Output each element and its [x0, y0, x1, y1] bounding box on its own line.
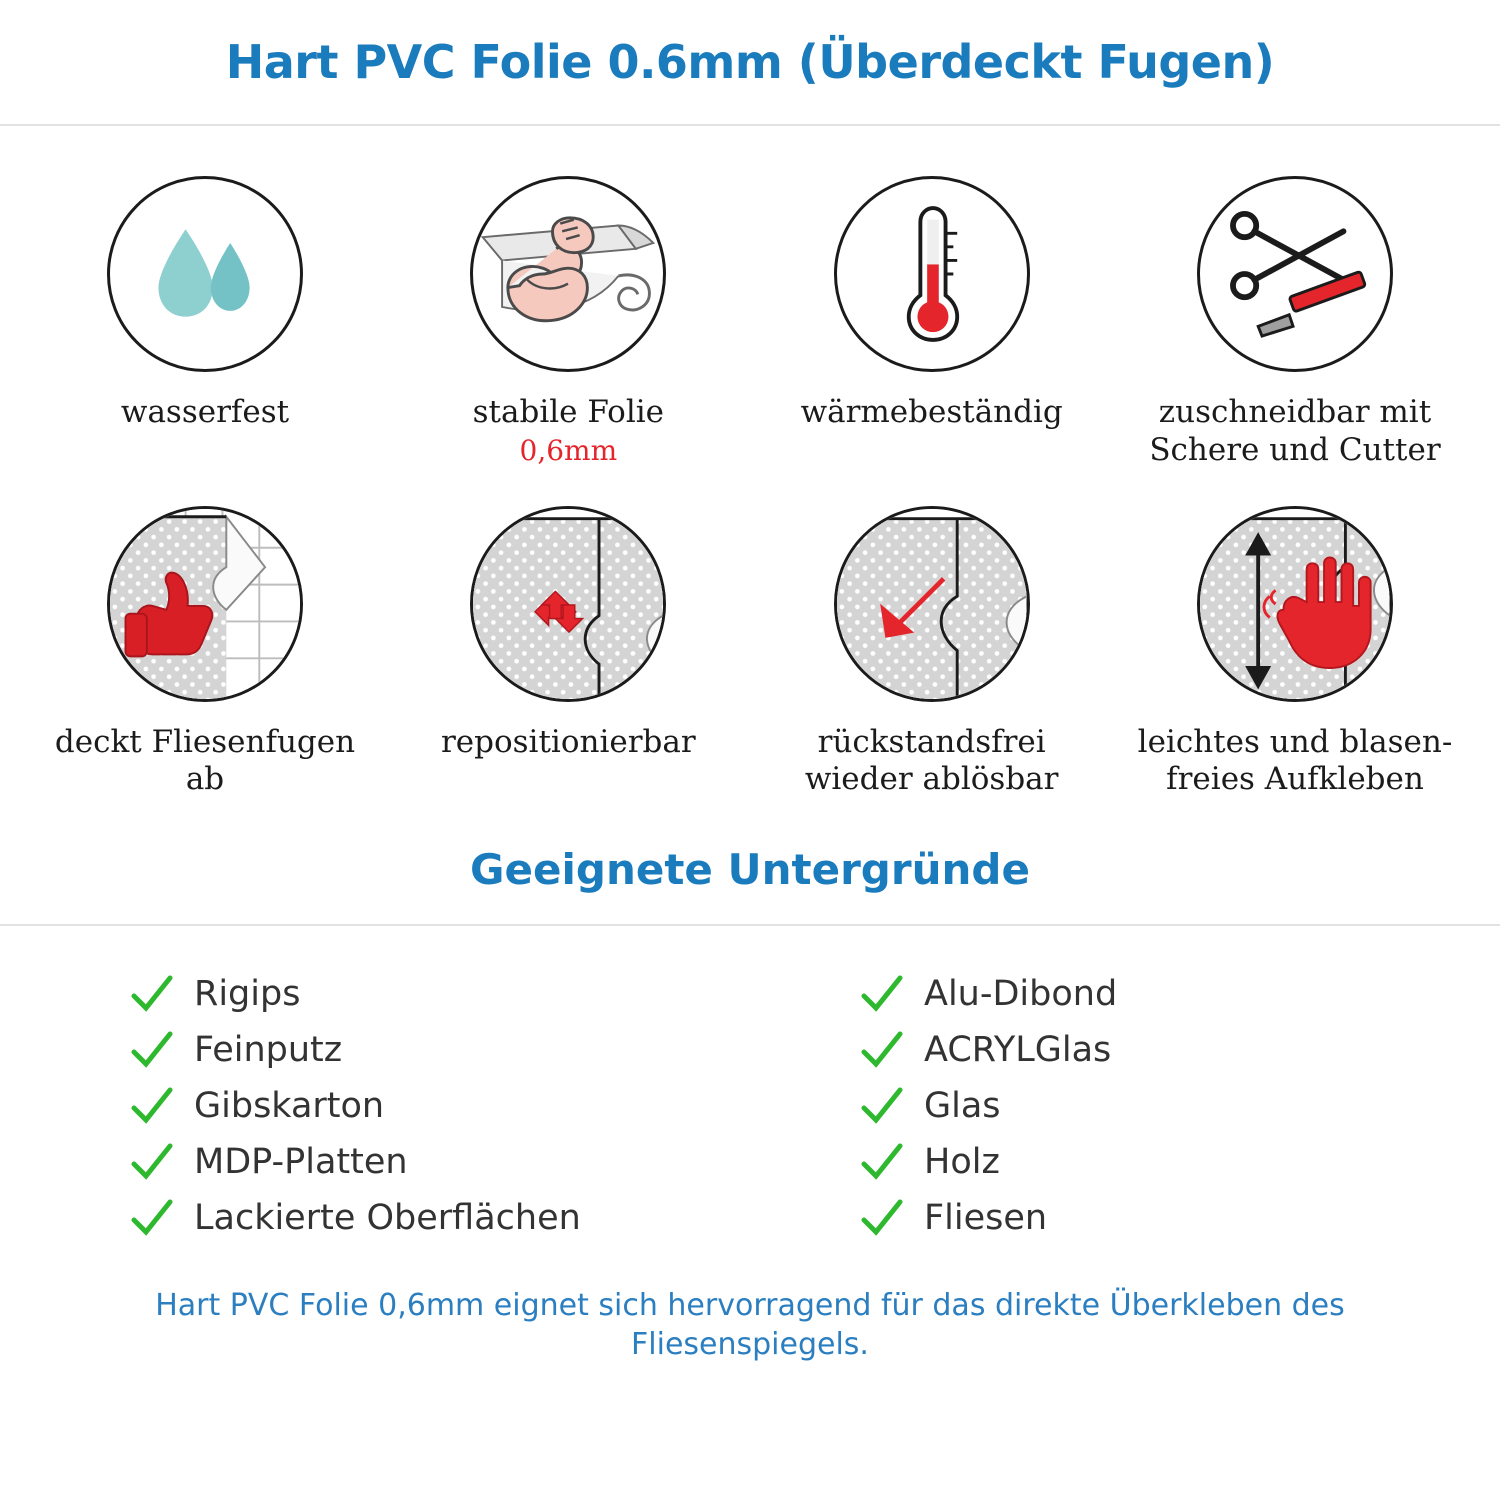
feature-label: zuschneidbar mit Schere und Cutter — [1149, 394, 1441, 468]
feature-icon-circle — [470, 506, 666, 702]
feature-icon-circle — [834, 506, 1030, 702]
footer-note: Hart PVC Folie 0,6mm eignet sich hervorragend für das direkte Überkleben des Fliesenspiegels. — [155, 1288, 1345, 1363]
list-item — [130, 1084, 750, 1128]
feature-label: rückstandsfrei wieder ablösbar — [804, 723, 1059, 798]
green-check-icon — [860, 1028, 904, 1072]
page-title: Hart PVC Folie 0.6mm (Überdeckt Fugen) — [225, 35, 1275, 89]
substrates-section — [0, 926, 1500, 1252]
green-check-icon — [130, 1140, 174, 1184]
green-check-icon — [130, 1028, 174, 1072]
feature-icon-circle — [107, 176, 303, 372]
list-item — [130, 1140, 750, 1184]
list-item — [860, 1028, 1370, 1072]
flexing-arm-foil-icon — [473, 179, 663, 369]
feature-rueckstandsfrei — [767, 506, 1097, 802]
feature-icon-circle — [834, 176, 1030, 372]
substrate-label: Lackierte Oberflächen — [194, 1198, 581, 1239]
list-item — [860, 1196, 1370, 1240]
feature-label: wärmebeständig — [800, 394, 1063, 430]
green-check-icon — [130, 972, 174, 1016]
peel-off-arrow-icon — [837, 509, 1027, 699]
substrate-label: Glas — [924, 1086, 1001, 1127]
substrates-heading: Geeignete Untergründe — [0, 845, 1500, 926]
feature-zuschneidbar — [1130, 176, 1460, 472]
feature-icon-circle — [1197, 176, 1393, 372]
feature-icon-circle — [470, 176, 666, 372]
feature-deckt-fliesenfugen — [40, 506, 370, 802]
green-check-icon — [130, 1196, 174, 1240]
features-section — [0, 126, 1500, 801]
green-check-icon — [860, 1140, 904, 1184]
substrate-column-right — [750, 972, 1370, 1252]
feature-row-1 — [40, 176, 1460, 472]
feature-label: leichtes und blasen-freies Aufkleben — [1137, 723, 1453, 798]
substrate-column-left — [130, 972, 750, 1252]
substrate-label: MDP-Platten — [194, 1142, 408, 1183]
thumbs-up-tile-grout-icon — [110, 509, 300, 699]
feature-wasserfest — [40, 176, 370, 434]
feature-icon-circle — [107, 506, 303, 702]
hand-smoothing-icon — [1200, 509, 1390, 699]
feature-label: repositionierbar — [440, 723, 696, 760]
feature-sublabel: 0,6mm — [519, 433, 618, 467]
feature-label: deckt Fliesenfugen ab — [54, 723, 356, 798]
feature-repositionierbar — [403, 506, 733, 764]
list-item — [130, 1196, 750, 1240]
substrate-label: Fliesen — [924, 1198, 1048, 1239]
list-item — [860, 1140, 1370, 1184]
substrate-label: ACRYLGlas — [924, 1030, 1112, 1071]
feature-label: stabile Folie — [472, 394, 665, 430]
feature-row-2 — [40, 506, 1460, 802]
green-check-icon — [860, 1084, 904, 1128]
substrate-label: Rigips — [194, 974, 301, 1015]
feature-icon-circle — [1197, 506, 1393, 702]
substrate-label: Gibskarton — [194, 1086, 385, 1127]
list-item — [860, 1084, 1370, 1128]
green-check-icon — [860, 1196, 904, 1240]
list-item — [130, 972, 750, 1016]
thermometer-icon — [837, 179, 1027, 369]
page-header — [0, 0, 1500, 126]
reposition-arrows-icon — [473, 509, 663, 699]
list-item — [130, 1028, 750, 1072]
substrate-label: Holz — [924, 1142, 1000, 1183]
green-check-icon — [130, 1084, 174, 1128]
feature-leichtes-aufkleben — [1130, 506, 1460, 802]
substrate-label: Alu-Dibond — [924, 974, 1118, 1015]
feature-waermebestaendig — [767, 176, 1097, 434]
scissors-cutter-icon — [1200, 179, 1390, 369]
substrate-label: Feinputz — [194, 1030, 343, 1071]
green-check-icon — [860, 972, 904, 1016]
feature-stabile-folie — [403, 176, 733, 467]
feature-label: wasserfest — [120, 394, 290, 430]
list-item — [860, 972, 1370, 1016]
water-drops-icon — [110, 179, 300, 369]
